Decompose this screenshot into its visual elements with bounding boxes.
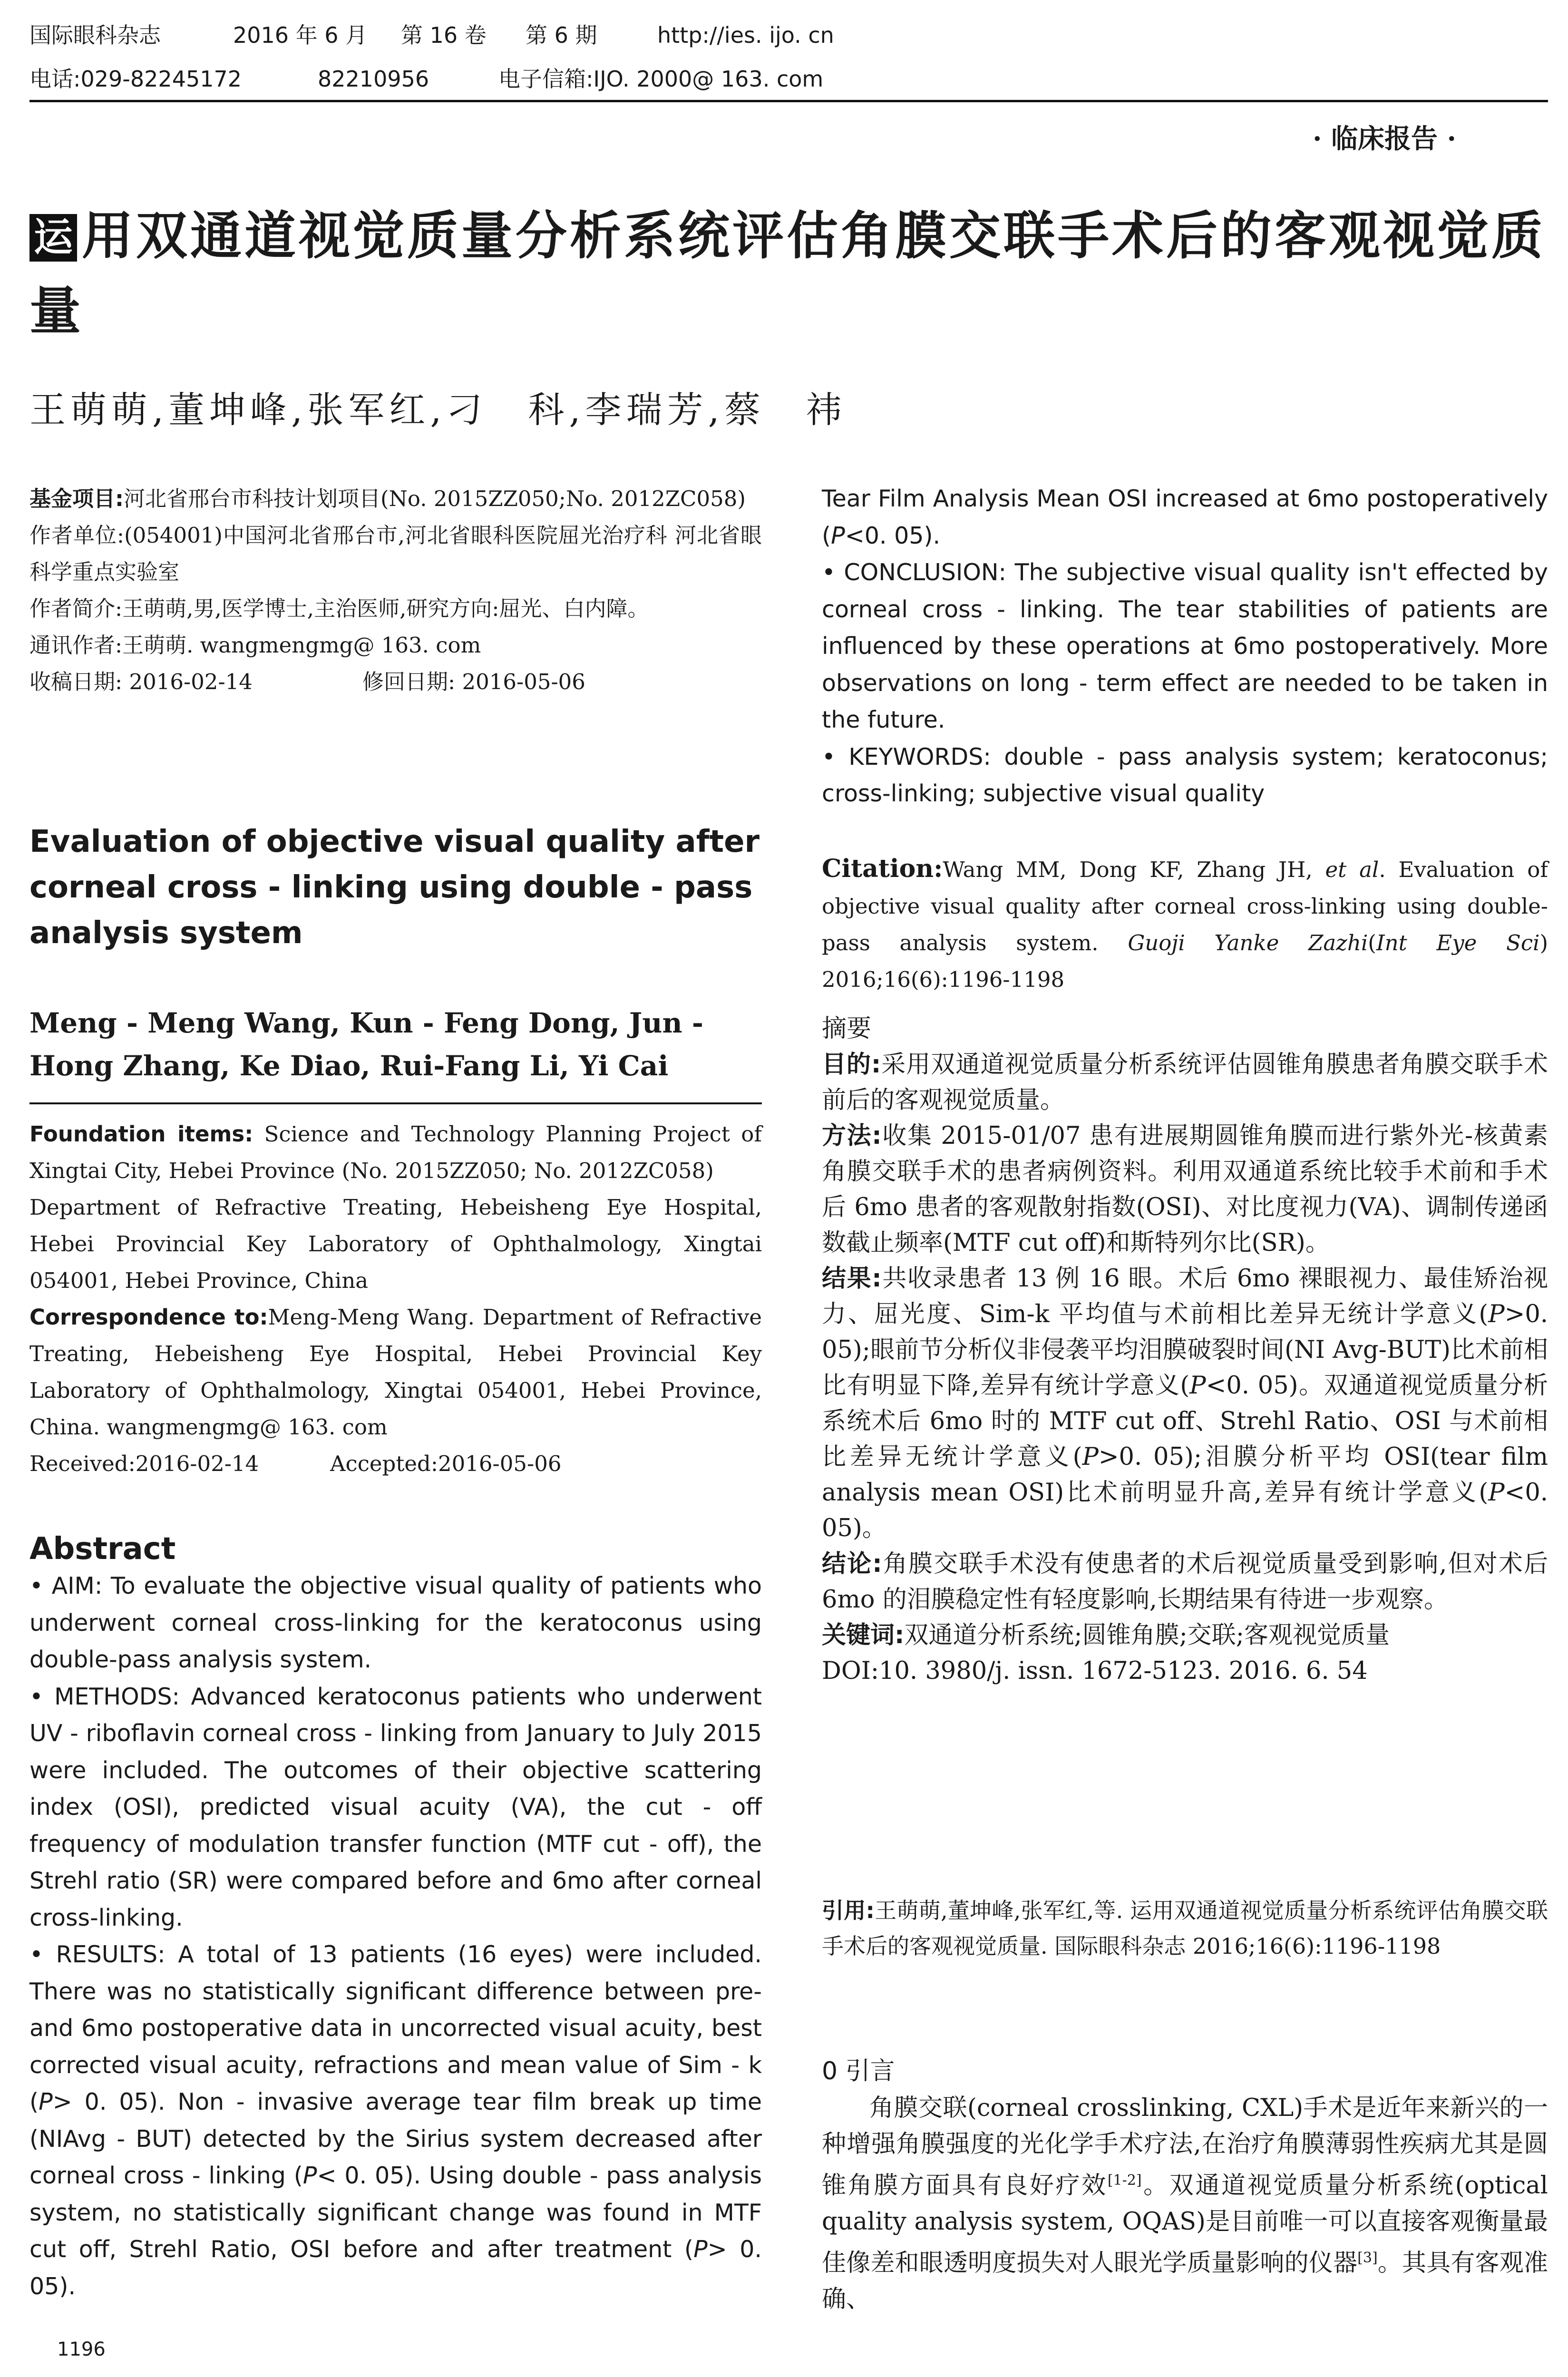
article-title [29, 199, 1551, 349]
results-continued [822, 480, 1548, 554]
correspondence-text[interactable]: Meng-Meng Wang. Department of Refractive Treating, Hebeisheng Eye Hospital, Hebei Provincial Key Laboratory of Ophthalmology, Xingtai 054001, Hebei Province, China. wangmengmg@ 163. com [29, 1305, 762, 1440]
english-meta-block [29, 1116, 762, 1482]
header-rule [29, 100, 1548, 102]
citation-block [822, 850, 1548, 998]
cn-abstract-heading: 摘要 [822, 1014, 872, 1043]
citation-label: Citation: [822, 854, 943, 883]
abstract-left [29, 1568, 762, 2305]
reference-2[interactable]: [3] [1357, 2250, 1378, 2266]
p-value-symbol: P [831, 522, 845, 549]
aim-label: • AIM: [29, 1572, 103, 1599]
intro-paragraph [822, 2090, 1548, 2318]
citation-journal-en: Int Eye Sci [1376, 930, 1540, 955]
intro-text: 角膜交联(corneal crosslinking, CXL)手术是近年来新兴的一种增强角膜强度的光化学手术疗法,在治疗角膜薄弱性疾病尤其是圆锥角膜方面具有良好疗效 [822, 2094, 1548, 2200]
fund-label: 基金项目: [29, 486, 124, 511]
p-value-symbol: P [1189, 1372, 1206, 1400]
citation-text: Wang MM, Dong KF, Zhang JH, [943, 857, 1313, 882]
authors-rule [29, 1102, 762, 1104]
fund-text: 河北省邢台市科技计划项目(No. 2015ZZ050;No. 2012ZC058) [124, 486, 746, 511]
english-dates-line [29, 1445, 762, 1482]
chinese-abstract [822, 1011, 1548, 1689]
p-value-symbol: P [1082, 1443, 1099, 1471]
abstract-heading: Abstract [29, 1531, 176, 1567]
corr-text[interactable]: 王萌萌. wangmengmg@ 163. com [122, 633, 481, 658]
aim-text: To evaluate the objective visual quality of patients who underwent corneal cross-linking for the keratoconus using double-pass analysis system. [29, 1572, 762, 1673]
email[interactable]: 电子信箱:IJO. 2000@ 163. com [498, 66, 824, 92]
bio-line [29, 590, 762, 627]
p-value-symbol: P [1488, 1300, 1505, 1328]
received-cn: 收稿日期: 2016-02-14 [29, 669, 253, 694]
bio-label: 作者简介: [29, 596, 123, 621]
cn-aim-para [822, 1047, 1548, 1118]
phone-2: 82210956 [318, 66, 429, 92]
methods-para [29, 1678, 762, 1937]
cn-keywords-para [822, 1617, 1548, 1653]
corr-line [29, 627, 762, 663]
section-tag: · 临床报告 · [1313, 123, 1456, 155]
results-cont-text-2: <0. 05). [845, 522, 941, 549]
cn-keywords-text: 双通道分析系统;圆锥角膜;交联;客观视觉质量 [904, 1621, 1390, 1649]
results-cont-text: Tear Film Analysis Mean OSI increased at 6mo postoperatively ( [822, 485, 1548, 549]
correspondence-label: Correspondence to: [29, 1305, 268, 1330]
english-title: Evaluation of objective visual quality after corneal cross - linking using double - pass analysis system [29, 824, 760, 951]
cn-methods-text: 收集 2015-01/07 患有进展期圆锥角膜而进行紫外光-核黄素角膜交联手术的患者病例资料。利用双通道系统比较手术前和手术后 6mo 患者的客观散射指数(OSI)、对比度视力(VA)、调制传递函数截止频率(MTF cut off)和斯特列尔比(SR)。 [822, 1122, 1548, 1257]
citation-etal: et al [1325, 857, 1379, 882]
volume: 第 16 卷 [401, 22, 487, 48]
cn-aim-label: 目的: [822, 1051, 881, 1079]
results-text-4: > 0. 05). [29, 2236, 762, 2300]
results-para [29, 1936, 762, 2305]
title-initial-mark: 运 [29, 214, 77, 262]
keywords-para [822, 739, 1548, 812]
cn-conclusion-text: 角膜交联手术没有使患者的术后视觉质量受到影响,但对术后 6mo 的泪膜稳定性有轻度影响,长期结果有待进一步观察。 [822, 1550, 1548, 1614]
abstract-right [822, 480, 1548, 812]
cn-results-text: 共收录患者 13 例 16 眼。术后 6mo 裸眼视力、最佳矫治视力、屈光度、Sim-k 平均值与术前相比差异无统计学意义( [822, 1265, 1548, 1328]
foundation-line [29, 1116, 762, 1189]
page-number: 1196 [57, 2338, 106, 2360]
received-en: Received:2016-02-14 [29, 1451, 259, 1476]
chinese-meta-block [29, 480, 762, 700]
citation-paren: ( [1368, 930, 1376, 955]
p-value-symbol: P [302, 2162, 317, 2189]
citation-text-3: ) 2016;16(6):1196-1198 [822, 930, 1549, 992]
title-text: 用双通道视觉质量分析系统评估角膜交联手术后的客观视觉质量 [29, 206, 1546, 341]
authors-cn: 王萌萌,董坤峰,张军红,刁 科,李瑞芳,蔡 祎 [29, 389, 847, 431]
conclusion-label: • CONCLUSION: [822, 559, 1007, 586]
methods-text: Advanced keratoconus patients who underwent UV - riboflavin corneal cross - linking from January to July 2015 were included. The outcomes of their objective scattering index (OSI), predicted visual acuity (VA), the cut - off frequency of modulation transfer function (MTF cut - off), the Strehl ratio (SR) were compared before and 6mo after corneal cross-linking. [29, 1683, 762, 1931]
cn-citation-text: 王萌萌,董坤峰,张军红,等. 运用双通道视觉质量分析系统评估角膜交联手术后的客观视觉质量. 国际眼科杂志 2016;16(6):1196-1198 [822, 1898, 1548, 1959]
foundation-text: Science and Technology Planning Project of Xingtai City, Hebei Province (No. 2015ZZ050; No. 2012ZC058) [29, 1121, 762, 1183]
cn-methods-para [822, 1118, 1548, 1261]
issue-date: 2016 年 6 月 [233, 22, 368, 48]
journal-name: 国际眼科杂志 [29, 22, 161, 48]
unit-text: (054001)中国河北省邢台市,河北省眼科医院屈光治疗科 河北省眼科学重点实验室 [29, 523, 762, 585]
correspondence-line [29, 1299, 762, 1445]
cn-aim-text: 采用双通道视觉质量分析系统评估圆锥角膜患者角膜交联手术前后的客观视觉质量。 [822, 1051, 1548, 1114]
p-value-symbol: P [693, 2236, 708, 2263]
bio-text: 王萌萌,男,医学博士,主治医师,研究方向:屈光、白内障。 [122, 596, 649, 621]
cn-methods-label: 方法: [822, 1122, 882, 1150]
cn-conclusion-para [822, 1546, 1548, 1617]
journal-url[interactable]: http://ies. ijo. cn [657, 22, 834, 48]
cn-citation-block [822, 1893, 1548, 1964]
cn-citation-label: 引用: [822, 1898, 875, 1923]
cn-keywords-label: 关键词: [822, 1621, 905, 1649]
conclusion-text: The subjective visual quality isn't effected by corneal cross - linking. The tear stabilities of patients are influenced by these operations at 6mo postoperatively. More observations on long - term effect are needed to be taken in the future. [822, 559, 1549, 733]
intro-heading: 0 引言 [822, 2057, 895, 2085]
english-authors: Meng - Meng Wang, Kun - Feng Dong, Jun - Hong Zhang, Ke Diao, Rui-Fang Li, Yi Cai [29, 1007, 703, 1082]
cn-conclusion-label: 结论: [822, 1550, 882, 1578]
cn-results-text-4: >0. 05);泪膜分析平均 OSI(tear film analysis mean OSI)比术前明显升高,差异有统计学意义( [822, 1443, 1548, 1507]
department-line: Department of Refractive Treating, Hebeisheng Eye Hospital, Hebei Provincial Key Laboratory of Ophthalmology, Xingtai 054001, Hebei Province, China [29, 1195, 762, 1293]
contact-header [29, 64, 823, 94]
p-value-symbol: P [39, 2088, 53, 2115]
phone: 电话:029-82245172 [29, 66, 242, 92]
accepted-en: Accepted:2016-05-06 [330, 1451, 562, 1476]
results-text-2: > 0. 05). Non - invasive average tear film break up time (NIAvg - BUT) detected by the Sirius system decreased after corneal cross - linking ( [29, 2088, 762, 2189]
results-label: • RESULTS: [29, 1941, 166, 1968]
methods-label: • METHODS: [29, 1683, 180, 1710]
keywords-text: double - pass analysis system; keratoconus; cross-linking; subjective visual quality [822, 743, 1548, 807]
results-text-1: A total of 13 patients (16 eyes) were included. There was no statistically significant difference between pre- and 6mo postoperative data in uncorrected visual acuity, best corrected visual acuity, refractions and mean value of Sim - k ( [29, 1941, 762, 2115]
intro-text-3: 。其具有客观准确、 [822, 2249, 1548, 2313]
p-value-symbol: P [1488, 1479, 1505, 1507]
citation-journal: Guoji Yanke Zazhi [1128, 930, 1368, 955]
conclusion-para [822, 554, 1548, 739]
reference-1[interactable]: [1-2] [1107, 2172, 1142, 2189]
cn-results-text-2: >0. 05);眼前节分析仪非侵袭平均泪膜破裂时间(NI Avg-BUT)比术前相比有明显下降,差异有统计学意义( [822, 1300, 1548, 1400]
cn-results-para [822, 1261, 1548, 1546]
cn-results-text-3: <0. 05)。双通道视觉质量分析系统术后 6mo 时的 MTF cut off、Strehl Ratio、OSI 与术前相比差异无统计学意义( [822, 1372, 1548, 1471]
doi-line[interactable]: DOI:10. 3980/j. issn. 1672-5123. 2016. 6. 54 [822, 1657, 1368, 1685]
revised-cn: 修回日期: 2016-05-06 [362, 669, 585, 694]
citation-text-2: . Evaluation of objective visual quality after corneal cross-linking using double-pass analysis system. [822, 857, 1548, 955]
corr-label: 通讯作者: [29, 633, 123, 658]
unit-label: 作者单位: [29, 523, 125, 548]
aim-para [29, 1568, 762, 1678]
dates-line [29, 663, 762, 700]
intro-text-2: 。双通道视觉质量分析系统(optical quality analysis system, OQAS)是目前唯一可以直接客观衡量最佳像差和眼透明度损失对人眼光学质量影响的仪器 [822, 2172, 1548, 2277]
fund-line [29, 480, 762, 517]
results-text-3: < 0. 05). Using double - pass analysis system, no statistically significant change was found in MTF cut off, Strehl Ratio, OSI before and after treatment ( [29, 2162, 762, 2263]
cn-results-label: 结果: [822, 1265, 882, 1293]
unit-line [29, 517, 762, 590]
foundation-label: Foundation items: [29, 1121, 253, 1147]
cn-results-text-5: <0. 05)。 [822, 1479, 1548, 1542]
keywords-label: • KEYWORDS: [822, 743, 991, 770]
running-header [29, 20, 834, 50]
issue: 第 6 期 [526, 22, 597, 48]
